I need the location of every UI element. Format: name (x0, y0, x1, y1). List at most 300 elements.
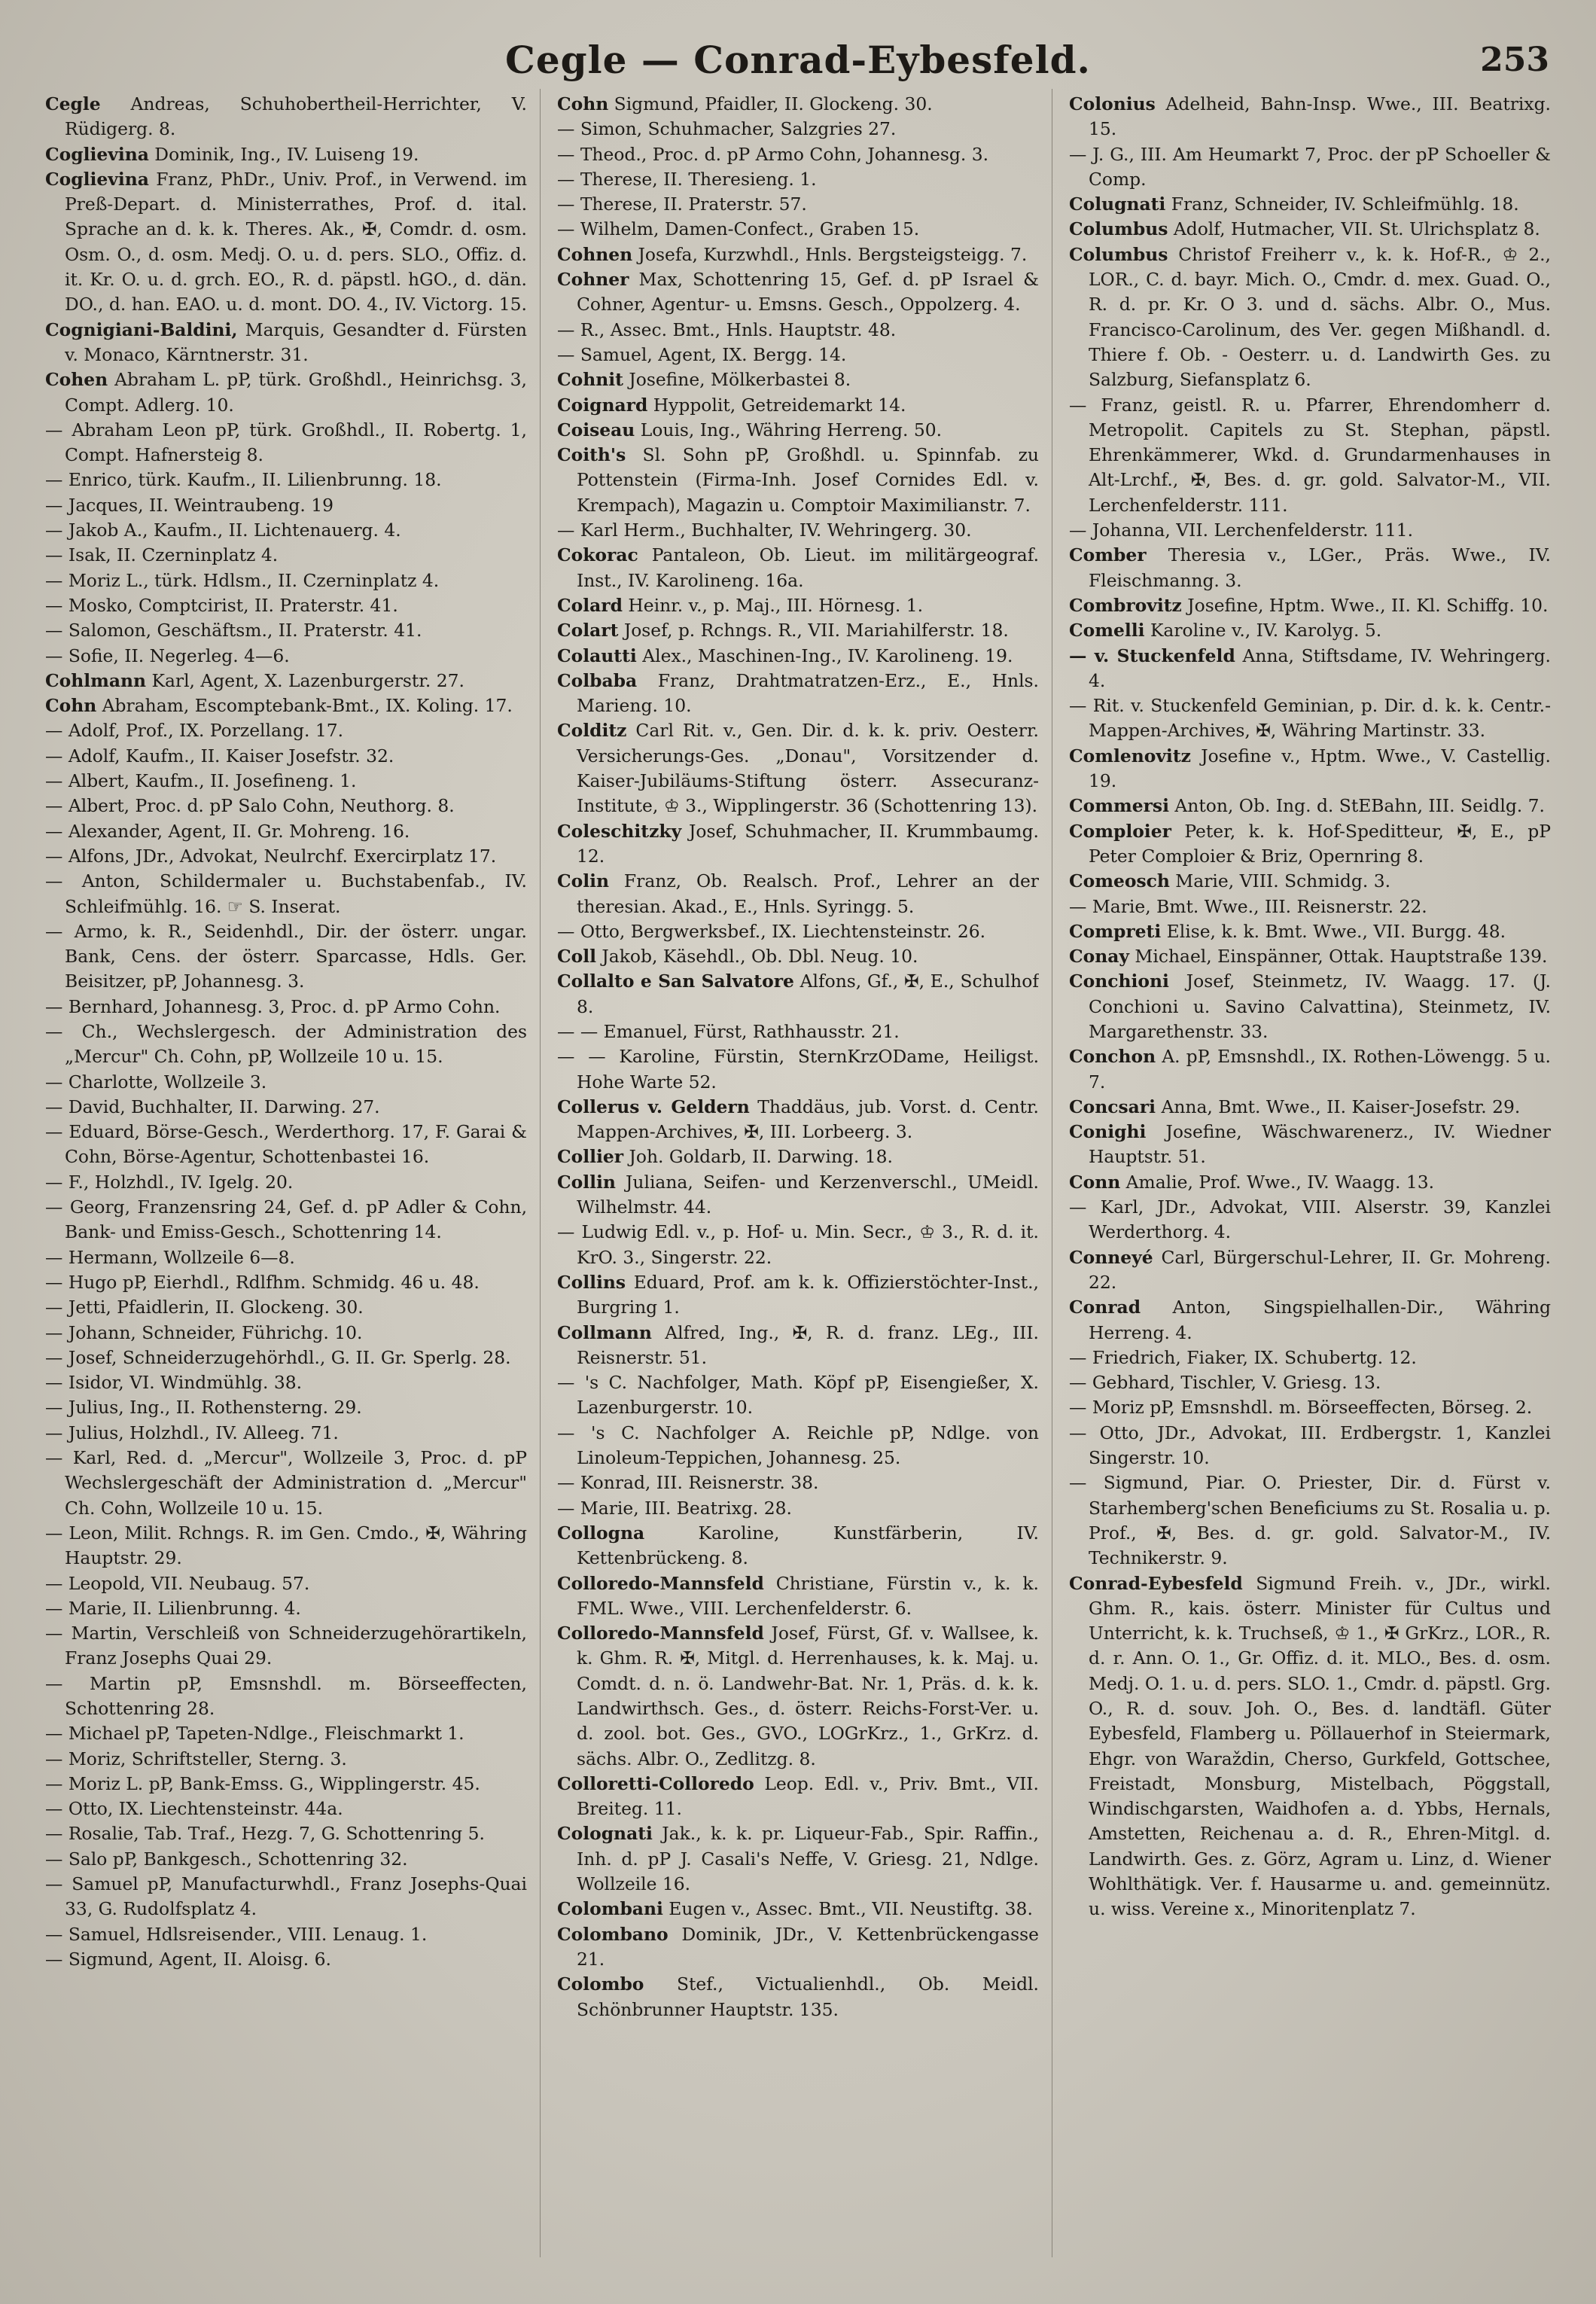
directory-entry (45, 1721, 527, 1746)
directory-entry (557, 1044, 1039, 1095)
entry-surname: Coith's (557, 444, 626, 466)
directory-entry (557, 1621, 1039, 1772)
directory-entry (45, 167, 527, 318)
directory-entry (45, 1772, 527, 1797)
entry-surname: Colombano (557, 1923, 669, 1945)
entry-details: Karl, Agent, X. Lazenburgerstr. 27. (146, 669, 464, 691)
entry-details: — Moriz, Schriftsteller, Sterng. 3. (45, 1748, 347, 1769)
entry-surname: Cognigiani-Baldini, (45, 318, 238, 340)
entry-details: Josefine, Hptm. Wwe., II. Kl. Schiffg. 10. (1181, 594, 1549, 616)
entry-surname: Comeosch (1069, 870, 1170, 892)
directory-entry (1069, 819, 1551, 870)
directory-entry (45, 618, 527, 643)
entry-details: Marie, VIII. Schmidg. 3. (1169, 870, 1391, 892)
directory-entry (45, 1120, 527, 1170)
entry-details: Franz, Drahtmatratzen-Erz., E., Hnls. Marieng. 10. (577, 669, 1039, 717)
directory-entry (45, 869, 527, 919)
directory-entry (557, 919, 1039, 944)
directory-entry (45, 142, 527, 167)
directory-entry (45, 1797, 527, 1821)
directory-entry (557, 944, 1039, 969)
entry-details: — Moriz pP, Emsnshdl. m. Börseeffecten, Börseg. 2. (1069, 1397, 1533, 1419)
directory-entry (557, 618, 1039, 643)
directory-entry (45, 1821, 527, 1846)
directory-entry (45, 1947, 527, 1972)
directory-entry (557, 543, 1039, 593)
entry-surname: Colautti (557, 645, 637, 666)
entry-surname: Columbus (1069, 243, 1168, 265)
entry-surname: Comelli (1069, 620, 1145, 642)
entry-details: — Hugo pP, Eierhdl., Rdlfhm. Schmidg. 46 u. 48. (45, 1271, 480, 1293)
entry-details: — — Emanuel, Fürst, Rathhausstr. 21. (557, 1020, 900, 1042)
entry-details: Dominik, Ing., IV. Luiseng 19. (148, 143, 419, 165)
entry-details: Alfons, Gf., ✠, E., Schulhof 8. (577, 971, 1039, 1017)
directory-entry (1069, 593, 1551, 618)
entry-details: — Moriz L. pP, Bank-Emss. G., Wipplingerstr. 45. (45, 1772, 480, 1794)
entry-details: Jakob, Käsehdl., Ob. Dbl. Neug. 10. (596, 946, 918, 968)
directory-entry (1069, 543, 1551, 593)
entry-surname: Collogna (557, 1522, 645, 1544)
entry-surname: Conchon (1069, 1046, 1156, 1068)
entry-details: — Jakob A., Kaufm., II. Lichtenauerg. 4. (45, 520, 401, 541)
entry-details: — Mosko, Comptcirist, II. Praterstr. 41. (45, 594, 398, 616)
entry-details: Abraham L. pP, türk. Großhdl., Heinrichsg. 3, Compt. Adlerg. 10. (65, 369, 527, 416)
entry-details: — Samuel, Agent, IX. Bergg. 14. (557, 343, 847, 365)
entry-details: — Therese, II. Theresieng. 1. (557, 168, 817, 190)
entry-details: Alfred, Ing., ✠, R. d. franz. LEg., III. Reisnerstr. 51. (577, 1321, 1039, 1368)
directory-entry (1069, 744, 1551, 794)
entry-details: — 's C. Nachfolger A. Reichle pP, Ndlge. von Linoleum-Teppichen, Johannesg. 25. (557, 1422, 1039, 1469)
directory-entry (45, 367, 527, 418)
directory-entry (1069, 1195, 1551, 1245)
entry-surname: Coglievina (45, 143, 149, 165)
column-3 (1069, 92, 1551, 2275)
directory-entry (557, 1170, 1039, 1221)
entry-surname: Commersi (1069, 795, 1169, 817)
entry-details: Andreas, Schuhobertheil-Herrichter, V. Rüdigerg. 8. (65, 93, 527, 140)
entry-details: Adelheid, Bahn-Insp. Wwe., III. Beatrixg. 15. (1089, 93, 1551, 140)
entry-details: — Albert, Kaufm., II. Josefineng. 1. (45, 770, 357, 792)
directory-entry (45, 568, 527, 593)
entry-details: Sigmund, Pfaidler, II. Glockeng. 30. (608, 93, 933, 114)
directory-entry (1069, 1370, 1551, 1395)
entry-details: — Martin pP, Emsnshdl. m. Börseeffecten, Schottenring 28. (45, 1672, 527, 1719)
entry-details: — 's C. Nachfolger, Math. Köpf pP, Eisengießer, X. Lazenburgerstr. 10. (557, 1372, 1039, 1419)
directory-entry (557, 1496, 1039, 1521)
entry-surname: Cohlmann (45, 669, 147, 691)
directory-entry (557, 367, 1039, 392)
entry-details: Stef., Victualienhdl., Ob. Meidl. Schönbrunner Hauptstr. 135. (577, 1973, 1039, 2020)
directory-entry (557, 443, 1039, 518)
directory-entry (557, 1470, 1039, 1495)
directory-entry (1069, 969, 1551, 1044)
directory-entry (557, 1421, 1039, 1471)
entry-details: Louis, Ing., Währing Herreng. 50. (635, 419, 943, 440)
directory-entry (45, 1446, 527, 1521)
directory-entry (557, 1821, 1039, 1897)
directory-entry (557, 167, 1039, 192)
entry-details: — Isak, II. Czerninplatz 4. (45, 544, 279, 566)
entry-details: — Otto, IX. Liechtensteinstr. 44a. (45, 1798, 343, 1820)
entry-details: — Jetti, Pfaidlerin, II. Glockeng. 30. (45, 1297, 364, 1318)
directory-entry (557, 1220, 1039, 1270)
entry-details: Abraham, Escomptebank-Bmt., IX. Koling. 17. (96, 695, 513, 717)
entry-surname: Colloredo-Mannsfeld (557, 1623, 764, 1644)
entry-details: — David, Buchhalter, II. Darwing. 27. (45, 1096, 380, 1117)
entry-details: Max, Schottenring 15, Gef. d. pP Israel & Cohner, Agentur- u. Emsns. Gesch., Oppolzerg. 4. (577, 269, 1039, 315)
directory-entry (45, 593, 527, 618)
entry-details: Thaddäus, jub. Vorst. d. Centr. Mappen-Archives, ✠, III. Lorbeerg. 3. (577, 1096, 1039, 1143)
entry-details: Carl, Bürgerschul-Lehrer, II. Gr. Mohreng. 22. (1089, 1246, 1551, 1293)
entry-details: Josefa, Kurzwhdl., Hnls. Bergsteigsteigg. 7. (632, 243, 1028, 265)
entry-surname: Conay (1069, 946, 1129, 968)
entry-details: — Alexander, Agent, II. Gr. Mohreng. 16. (45, 820, 410, 842)
directory-entry (45, 1621, 527, 1672)
entry-details: — Jacques, II. Weintraubeng. 19 (45, 494, 334, 516)
directory-entry (45, 1747, 527, 1772)
entry-surname: Cohnen (557, 243, 633, 265)
entry-details: Elise, k. k. Bmt. Wwe., VII. Burgg. 48. (1161, 920, 1506, 942)
entry-details: — Salo pP, Bankgesch., Schottenring 32. (45, 1848, 408, 1870)
entry-details: Josef, Fürst, Gf. v. Wallsee, k. k. Ghm. R. ✠, Mitgl. d. Herrenhauses, k. k. Maj. u. Comdt. d. n. ö. Landwehr-Bat. Nr. 1, Präs. d. k. k. Landwirthsch. Ges., d. österr. Reichs-Forst-Ver. u. d. zool. bot. Ges., GVO., LOGrKrz., 1., GrKrz. d. sächs. Albr. O., Zedlitzg. 8. (577, 1623, 1039, 1769)
directory-entry (1069, 869, 1551, 894)
entry-details: Michael, Einspänner, Ottak. Hauptstraße 139. (1128, 946, 1548, 968)
entry-details: Leop. Edl. v., Priv. Bmt., VII. Breiteg. 11. (577, 1772, 1039, 1820)
directory-entry (1069, 1295, 1551, 1346)
directory-entry (1069, 894, 1551, 919)
directory-entry (1069, 1245, 1551, 1296)
entry-details: — — Karoline, Fürstin, SternKrzODame, Heiligst. Hohe Warte 52. (557, 1046, 1039, 1093)
entry-details: — Josef, Schneiderzugehörhdl., G. II. Gr. Sperlg. 28. (45, 1346, 511, 1368)
entry-details: Hyppolit, Getreidemarkt 14. (647, 394, 906, 416)
directory-entry (1069, 1095, 1551, 1120)
directory-entry (557, 593, 1039, 618)
entry-details: — Gebhard, Tischler, V. Griesg. 13. (1069, 1372, 1381, 1394)
directory-entry (1069, 217, 1551, 242)
directory-entry (557, 1521, 1039, 1571)
entry-surname: Collins (557, 1271, 626, 1293)
entry-details: Josef, p. Rchngs. R., VII. Mariahilferstr. 18. (618, 620, 1009, 642)
directory-entry (45, 1195, 527, 1245)
entry-surname: Collier (557, 1146, 624, 1168)
directory-entry (557, 1144, 1039, 1169)
entry-details: Jak., k. k. pr. Liqueur-Fab., Spir. Raffin., Inh. d. pP J. Casali's Neffe, V. Griesg. 21, Ndlge. Wollzeile 16. (577, 1823, 1039, 1895)
directory-entry (557, 142, 1039, 167)
entry-surname: Colombo (557, 1973, 644, 1995)
entry-details: — Sigmund, Agent, II. Aloisg. 6. (45, 1948, 331, 1970)
entry-details: Franz, Schneider, IV. Schleifmühlg. 18. (1165, 194, 1519, 215)
entry-details: — Julius, Holzhdl., IV. Alleeg. 71. (45, 1422, 339, 1443)
entry-details: — Therese, II. Praterstr. 57. (557, 194, 807, 215)
entry-details: Franz, PhDr., Univ. Prof., in Verwend. im Preß-Depart. d. Ministerrathes, Prof. d. ital. Sprache an d. k. k. Theres. Ak., ✠, Comdr. d. osm. Osm. O., d. osm. Medj. O. u. d. pers. SLO., Offiz. d. it. Kr. O. u. d. grch. EO., R. d. päpstl. hGO., d. dän. DO., d. han. EAO. u. d. mont. DO. 4., IV. Victorg. 15. (65, 168, 527, 315)
directory-entry (1069, 1470, 1551, 1571)
entry-details: — Marie, III. Beatrixg. 28. (557, 1497, 792, 1519)
entry-details: Josefine, Mölkerbastei 8. (623, 369, 851, 391)
directory-entry (45, 1847, 527, 1872)
directory-entry (557, 242, 1039, 267)
entry-details: — Simon, Schuhmacher, Salzgries 27. (557, 118, 897, 140)
entry-surname: Conrad-Eybesfeld (1069, 1572, 1243, 1594)
entry-surname: Colombani (557, 1898, 663, 1920)
entry-surname: Cohn (557, 93, 609, 114)
directory-entry (45, 318, 527, 368)
entry-details: Josef, Steinmetz, IV. Waagg. 17. (J. Conchioni u. Savino Calvattina), Steinmetz, IV. Margarethenstr. 33. (1089, 971, 1551, 1042)
directory-entry (45, 794, 527, 818)
directory-entry (557, 669, 1039, 719)
directory-entry (45, 418, 527, 468)
entry-details: — Isidor, VI. Windmühlg. 38. (45, 1372, 303, 1394)
entry-surname: Conighi (1069, 1121, 1147, 1143)
directory-entry (1069, 1120, 1551, 1170)
entry-details: — Samuel, Hdlsreisender., VIII. Lenaug. 1. (45, 1923, 428, 1945)
directory-entry (45, 844, 527, 869)
directory-entry (45, 644, 527, 669)
directory-entry (557, 1897, 1039, 1922)
column-2 (557, 92, 1039, 2275)
directory-entry (45, 1070, 527, 1095)
entry-details: Anna, Stiftsdame, IV. Wehringerg. 4. (1089, 645, 1551, 691)
directory-entry (45, 1245, 527, 1270)
directory-entry (557, 1972, 1039, 2022)
entry-details: Karoline v., IV. Karolyg. 5. (1144, 620, 1382, 642)
directory-entry (1069, 794, 1551, 818)
entry-details: — F., Holzhdl., IV. Igelg. 20. (45, 1171, 294, 1193)
directory-entry (557, 318, 1039, 343)
directory-entry (45, 718, 527, 743)
entry-details: — Theod., Proc. d. pP Armo Cohn, Johannesg. 3. (557, 143, 989, 165)
entry-details: Alex., Maschinen-Ing., IV. Karolineng. 19. (636, 645, 1013, 666)
entry-details: Dominik, JDr., V. Kettenbrückengasse 21. (577, 1923, 1039, 1970)
directory-entry (1069, 944, 1551, 969)
directory-columns (45, 92, 1551, 2275)
entry-surname: Cegle (45, 93, 101, 114)
entry-surname: Coignard (557, 394, 648, 416)
directory-entry (45, 1672, 527, 1722)
directory-entry (45, 1019, 527, 1070)
directory-entry (45, 1395, 527, 1420)
directory-entry (45, 543, 527, 568)
directory-entry (557, 1019, 1039, 1044)
directory-entry (1069, 1170, 1551, 1195)
directory-entry (557, 1321, 1039, 1371)
entry-details: — Wilhelm, Damen-Confect., Graben 15. (557, 218, 920, 240)
directory-entry (557, 644, 1039, 669)
entry-surname: Collalto e San Salvatore (557, 971, 794, 992)
entry-details: — Bernhard, Johannesg. 3, Proc. d. pP Armo Cohn. (45, 995, 501, 1017)
directory-entry (557, 819, 1039, 870)
directory-entry (557, 393, 1039, 418)
directory-entry (45, 518, 527, 543)
entry-details: — Charlotte, Wollzeile 3. (45, 1071, 267, 1093)
directory-entry (1069, 644, 1551, 694)
entry-surname: Conneyé (1069, 1246, 1153, 1268)
entry-details: — Abraham Leon pP, türk. Großhdl., II. Robertg. 1, Compt. Hafnersteig 8. (45, 419, 527, 466)
directory-entry (45, 92, 527, 142)
entry-details: — Georg, Franzensring 24, Gef. d. pP Adler & Cohn, Bank- und Emiss-Gesch., Schottenring 14. (45, 1196, 527, 1243)
directory-entry (1069, 242, 1551, 393)
entry-surname: Conrad (1069, 1297, 1141, 1318)
entry-details: — Karl, JDr., Advokat, VIII. Alserstr. 39, Kanzlei Werderthorg. 4. (1069, 1196, 1551, 1243)
directory-entry (45, 1596, 527, 1621)
directory-entry (557, 1370, 1039, 1421)
directory-entry (45, 468, 527, 492)
entry-details: Sigmund Freih. v., JDr., wirkl. Ghm. R., kais. österr. Minister für Cultus und Unterricht, k. k. Truchseß, ♔ 1., ✠ GrKrz., LOR., R. d. r. Ann. O. 1., Gr. Offiz. d. it. MLO., Bes. d. osm. Medj. O. 1. u. d. pers. SLO. 1., Cmdr. d. päpstl. Grg. O., R. d. souv. Joh. O., Bes. d. landtäfl. Güter Eybesfeld, Flamberg u. Pöllauerhof in Steiermark, Ehgr. von Waraždin, Cherso, Gurkfeld, Gottschee, Freistadt, Monsburg, Mistelbach, Pöggstall, Windischgarsten, Waidhofen a. d. Ybbs, Hernals, Amstetten, Reichenau a. d. R., Ehren-Mitgl. d. Landwirth. Ges. z. Görz, Agram u. Linz, d. Wiener Wohlthätigk. Ver. f. Hausarme u. and. gemeinnütz. u. wiss. Vereine x., Minoritenplatz 7. (1089, 1572, 1551, 1920)
entry-details: — Moriz L., türk. Hdlsm., II. Czerninplatz 4. (45, 569, 440, 591)
entry-details: Josef, Schuhmacher, II. Krummbaumg. 12. (577, 820, 1039, 867)
entry-details: A. pP, Emsnshdl., IX. Rothen-Löwengg. 5 u. 7. (1089, 1046, 1551, 1093)
directory-entry (557, 718, 1039, 818)
entry-surname: Colognati (557, 1823, 653, 1845)
entry-details: Marquis, Gesandter d. Fürsten v. Monaco, Kärntnerstr. 31. (65, 318, 527, 365)
entry-surname: Cohner (557, 269, 629, 291)
directory-entry (557, 92, 1039, 117)
directory-entry (557, 1095, 1039, 1145)
entry-surname: Colbaba (557, 669, 638, 691)
entry-details: — R., Assec. Bmt., Hnls. Hauptstr. 48. (557, 318, 897, 340)
directory-entry (1069, 192, 1551, 217)
directory-entry (557, 117, 1039, 142)
directory-entry (1069, 1044, 1551, 1095)
directory-entry (557, 1922, 1039, 1973)
entry-surname: Coll (557, 946, 596, 968)
entry-details: — Martin, Verschleiß von Schneiderzugehörartikeln, Franz Josephs Quai 29. (45, 1623, 527, 1669)
directory-entry (557, 217, 1039, 242)
entry-details: Franz, Ob. Realsch. Prof., Lehrer an der theresian. Akad., E., Hnls. Syringg. 5. (577, 870, 1039, 917)
entry-details: — Michael pP, Tapeten-Ndlge., Fleischmarkt 1. (45, 1723, 464, 1745)
entry-surname: Colard (557, 594, 623, 616)
entry-details: Anton, Ob. Ing. d. StEBahn, III. Seidlg. 7. (1168, 795, 1545, 817)
entry-details: — Hermann, Wollzeile 6—8. (45, 1246, 295, 1268)
directory-entry (557, 1772, 1039, 1822)
entry-details: — Eduard, Börse-Gesch., Werderthorg. 17, F. Garai & Cohn, Börse-Agentur, Schottenbastei 16. (45, 1121, 527, 1168)
entry-details: — Johanna, VII. Lerchenfelderstr. 111. (1069, 520, 1414, 541)
entry-surname: Comlenovitz (1069, 745, 1191, 766)
directory-entry (557, 518, 1039, 543)
entry-surname: Cohn (45, 695, 97, 717)
directory-entry (45, 693, 527, 718)
entry-surname: Collmann (557, 1321, 652, 1343)
entry-surname: Columbus (1069, 218, 1168, 240)
entry-details: — Sigmund, Piar. O. Priester, Dir. d. Fürst v. Starhemberg'schen Beneficiums zu St. Rosalia u. p. Prof., ✠, Bes. d. gr. gold. Salvator-M., IV. Technikerstr. 9. (1069, 1472, 1551, 1569)
entry-details: — Armo, k. R., Seidenhdl., Dir. der österr. ungar. Bank, Cens. der österr. Sparcasse, Hdls. Ger. Beisitzer, pP, Johannesg. 3. (45, 920, 527, 992)
entry-details: — Adolf, Kaufm., II. Kaiser Josefstr. 32. (45, 745, 394, 766)
page-number: 253 (1480, 41, 1549, 79)
entry-details: — Friedrich, Fiaker, IX. Schubertg. 12. (1069, 1346, 1417, 1368)
entry-surname: Compreti (1069, 920, 1162, 942)
entry-details: — Karl Herm., Buchhalter, IV. Wehringerg. 30. (557, 520, 972, 541)
directory-entry (557, 267, 1039, 318)
directory-entry (45, 1872, 527, 1922)
directory-entry (45, 819, 527, 844)
directory-entry (557, 1571, 1039, 1622)
directory-entry (45, 919, 527, 995)
directory-entry (1069, 518, 1551, 543)
entry-details: — Leopold, VII. Neubaug. 57. (45, 1572, 310, 1594)
directory-entry (45, 669, 527, 693)
entry-surname: Colugnati (1069, 194, 1166, 215)
directory-entry (557, 343, 1039, 367)
directory-entry (557, 418, 1039, 443)
entry-details: — Sofie, II. Negerleg. 4—6. (45, 645, 290, 666)
entry-details: Christof Freiherr v., k. k. Hof-R., ♔ 2., LOR., C. d. bayr. Mich. O., Cmdr. d. mex. Guad. O., R. d. pr. Kr. O 3. und d. sächs. Albr. O., Mus. Francisco-Carolinum, des Ver. gegen Mißhandl. d. Thiere f. Ob. - Oesterr. u. d. Landwirth Ges. zu Salzburg, Siefansplatz 6. (1089, 243, 1551, 391)
entry-surname: Coglievina (45, 168, 149, 190)
page-title: Cegle — Conrad-Eybesfeld. (505, 38, 1091, 82)
entry-details: — J. G., III. Am Heumarkt 7, Proc. der pP Schoeller & Comp. (1069, 143, 1551, 190)
entry-details: — Leon, Milit. Rchngs. R. im Gen. Cmdo., ✠, Währing Hauptstr. 29. (45, 1522, 527, 1569)
entry-details: Heinr. v., p. Maj., III. Hörnesg. 1. (622, 594, 924, 616)
directory-entry (45, 493, 527, 518)
entry-surname: Conn (1069, 1171, 1121, 1193)
entry-details: Joh. Goldarb, II. Darwing. 18. (623, 1146, 893, 1168)
entry-details: Eugen v., Assec. Bmt., VII. Neustiftg. 38. (662, 1898, 1033, 1920)
entry-details: — Johann, Schneider, Führichg. 10. (45, 1321, 363, 1343)
directory-entry (45, 1170, 527, 1195)
entry-surname: Coiseau (557, 419, 635, 440)
entry-details: — Otto, Bergwerksbef., IX. Liechtensteinstr. 26. (557, 920, 986, 942)
entry-details: — Rit. v. Stuckenfeld Geminian, p. Dir. d. k. k. Centr.-Mappen-Archives, ✠, Währing Martinstr. 33. (1069, 695, 1551, 742)
entry-surname: Colditz (557, 720, 627, 742)
entry-surname: Concsari (1069, 1096, 1156, 1117)
directory-entry (45, 1571, 527, 1596)
directory-entry (45, 1270, 527, 1295)
entry-details: Anton, Singspielhallen-Dir., Währing Herreng. 4. (1089, 1297, 1551, 1343)
entry-details: Karoline, Kunstfärberin, IV. Kettenbrückeng. 8. (577, 1522, 1039, 1569)
entry-details: — Anton, Schildermaler u. Buchstabenfab., IV. Schleifmühlg. 16. ☞ S. Inserat. (45, 870, 527, 917)
entry-surname: Colloretti-Colloredo (557, 1772, 754, 1794)
entry-details: Carl Rit. v., Gen. Dir. d. k. k. priv. Oesterr. Versicherungs-Ges. „Donau", Vorsitzender d. Kaiser-Jubiläums-Stiftung österr. Assecuranz-Institute, ♔ 3., Wipplingerstr. 36 (Schottenring 13). (577, 720, 1039, 817)
entry-surname: Colart (557, 620, 619, 642)
entry-details: — Samuel pP, Manufacturwhdl., Franz Josephs-Quai 33, G. Rudolfsplatz 4. (45, 1873, 527, 1920)
page-header (0, 32, 1596, 92)
entry-details: Sl. Sohn pP, Großhdl. u. Spinnfab. zu Pottenstein (Firma-Inh. Josef Cornides Edl. v. Krempach), Magazin u. Comptoir Maximilianstr. 7. (577, 444, 1039, 516)
entry-details: — Marie, II. Lilienbrunng. 4. (45, 1597, 301, 1619)
entry-surname: Colonius (1069, 93, 1156, 114)
entry-details: — Enrico, türk. Kaufm., II. Lilienbrunng. 18. (45, 469, 442, 491)
entry-details: — Franz, geistl. R. u. Pfarrer, Ehrendomherr d. Metropolit. Capitels zu St. Stephan, päpstl. Ehrenkämmerer, Wkd. d. Grundarmenhauses in Alt-Lrchf., ✠, Bes. d. gr. gold. Salvator-M., VII. Lerchenfelderstr. 111. (1069, 394, 1551, 516)
entry-details: Amalie, Prof. Wwe., IV. Waagg. 13. (1120, 1171, 1435, 1193)
entry-surname: Cokorac (557, 544, 638, 566)
entry-details: — Otto, JDr., Advokat, III. Erdbergstr. 1, Kanzlei Singerstr. 10. (1069, 1422, 1551, 1469)
directory-entry (45, 744, 527, 769)
entry-surname: Cohnit (557, 369, 623, 391)
directory-entry (45, 769, 527, 794)
directory-entry (1069, 1395, 1551, 1420)
directory-entry (557, 869, 1039, 919)
entry-details: Anna, Bmt. Wwe., II. Kaiser-Josefstr. 29. (1156, 1096, 1521, 1117)
directory-entry (1069, 618, 1551, 643)
entry-details: Peter, k. k. Hof-Speditteur, ✠, E., pP Peter Comploier & Briz, Opernring 8. (1089, 820, 1551, 867)
entry-details: — Alfons, JDr., Advokat, Neulrchf. Exercirplatz 17. (45, 845, 497, 867)
entry-details: — Salomon, Geschäftsm., II. Praterstr. 41. (45, 620, 422, 642)
entry-details: — Albert, Proc. d. pP Salo Cohn, Neuthorg. 8. (45, 795, 455, 817)
entry-surname: Coleschitzky (557, 820, 682, 842)
entry-details: — Marie, Bmt. Wwe., III. Reisnerstr. 22. (1069, 895, 1427, 917)
entry-details: Christiane, Fürstin v., k. k. FML. Wwe., VIII. Lerchenfelderstr. 6. (577, 1572, 1039, 1619)
entry-surname: Collin (557, 1171, 616, 1193)
entry-surname: Combrovitz (1069, 594, 1182, 616)
directory-entry (45, 1095, 527, 1120)
directory-entry (557, 1270, 1039, 1321)
entry-surname: Collerus v. Geldern (557, 1096, 750, 1117)
entry-details: Eduard, Prof. am k. k. Offizierstöchter-Inst., Burgring 1. (577, 1271, 1039, 1318)
entry-details: Juliana, Seifen- und Kerzenverschl., UMeidl. Wilhelmstr. 44. (577, 1171, 1039, 1218)
entry-details: — Rosalie, Tab. Traf., Hezg. 7, G. Schottenring 5. (45, 1823, 485, 1845)
entry-surname: Comber (1069, 544, 1147, 566)
directory-entry (1069, 1571, 1551, 1922)
directory-entry (45, 1295, 527, 1320)
directory-entry (45, 1370, 527, 1395)
entry-details: Theresia v., LGer., Präs. Wwe., IV. Fleischmanng. 3. (1089, 544, 1551, 591)
